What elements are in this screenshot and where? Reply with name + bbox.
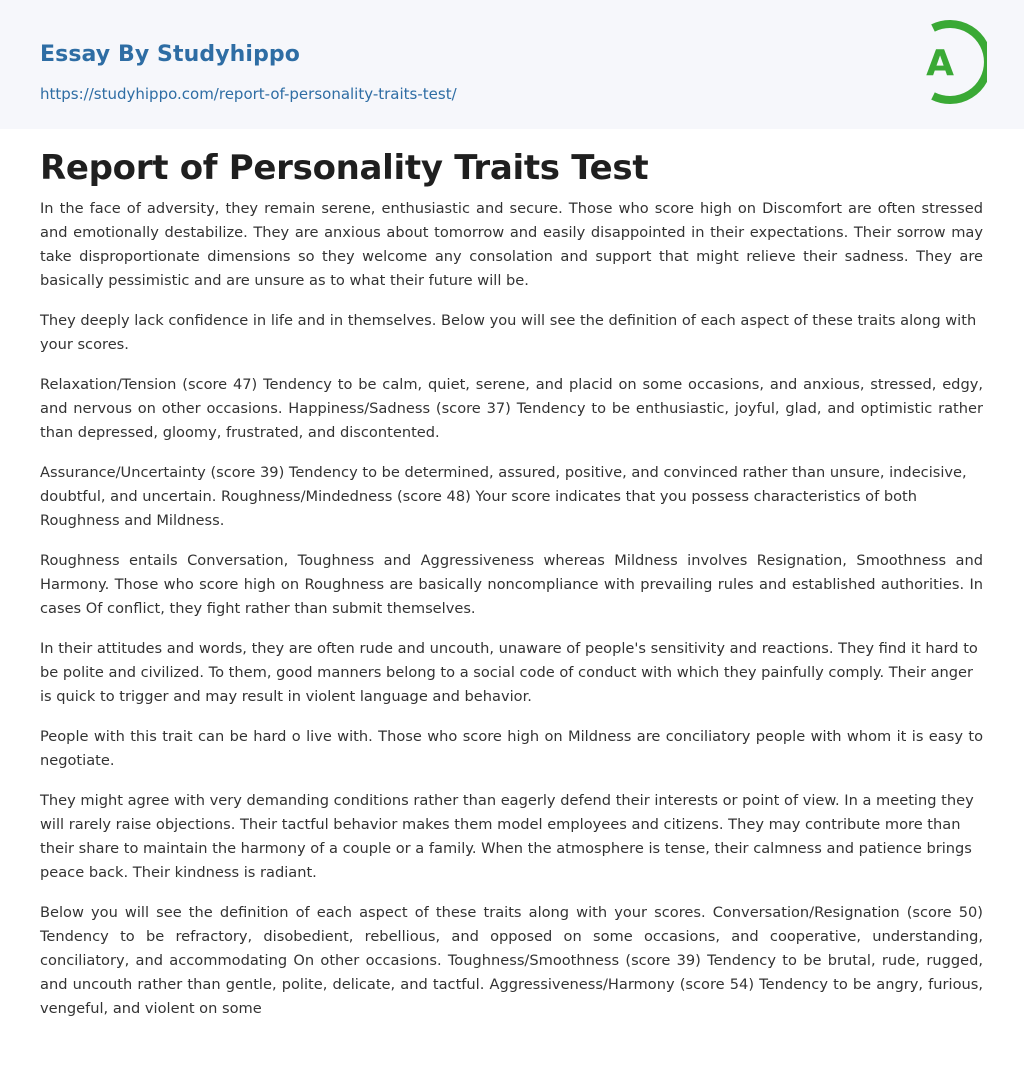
article-paragraph: They might agree with very demanding conditions rather than eagerly defend their interests or point of view. In a meeting they will rarely raise objections. Their tactful behavior makes them model employees and citizens. They may contribute more than their share to maintain the harmony of a couple or a family. When the atmosphere is tense, their calmness and patience brings peace back. Their kindness is radiant. (40, 792, 974, 881)
article-url-link[interactable]: https://studyhippo.com/report-of-personality-traits-test/ (40, 85, 457, 103)
studyhippo-logo-icon[interactable] (909, 18, 987, 106)
article-paragraph: People with this trait can be hard o live with. Those who score high on Mildness are conciliatory people with whom it is easy to negotiate. (40, 728, 983, 769)
article-paragraph: Roughness entails Conversation, Toughness and Aggressiveness whereas Mildness involves Resignation, Smoothness and Harmony. Those who score high on Roughness are basically noncompliance with prevailing rules and established authorities. In cases Of conflict, they fight rather than submit themselves. (40, 552, 983, 617)
site-header (0, 0, 1024, 129)
article-title: Report of Personality Traits Test (40, 148, 649, 188)
site-brand[interactable]: Essay By Studyhippo (40, 42, 300, 67)
article-paragraph: In the face of adversity, they remain serene, enthusiastic and secure. Those who score high on Discomfort are often stressed and emotionally destabilize. They are anxious about tomorrow and easily disappointed in their expectations. Their sorrow may take disproportionate dimensions so they welcome any consolation and support that might relieve their sadness. They are basically pessimistic and are unsure as to what their future will be. (40, 200, 983, 289)
article-paragraph: Below you will see the definition of each aspect of these traits along with your scores. Conversation/Resignation (score 50) Tendency to be refractory, disobedient, rebellious, and opposed on some occasions, and cooperative, understanding, conciliatory, and accommodating On other occasions. Toughness/Smoothness (score 39) Tendency to be brutal, rude, rugged, and uncouth rather than gentle, polite, delicate, and tactful. Aggressiveness/Harmony (score 54) Tendency to be angry, furious, vengeful, and violent on some (40, 904, 983, 1017)
logo-letter: A (926, 43, 954, 84)
article-paragraph: In their attitudes and words, they are often rude and uncouth, unaware of people's sensitivity and reactions. They find it hard to be polite and civilized. To them, good manners belong to a social code of conduct with which they painfully comply. Their anger is quick to trigger and may result in violent language and behavior. (40, 640, 978, 705)
article (40, 143, 983, 1037)
article-paragraph: Assurance/Uncertainty (score 39) Tendency to be determined, assured, positive, and convinced rather than unsure, indecisive, doubtful, and uncertain. Roughness/Mindedness (score 48) Your score indicates that you possess characteristics of both Roughness and Mildness. (40, 464, 967, 529)
article-paragraph: Relaxation/Tension (score 47) Tendency to be calm, quiet, serene, and placid on some occasions, and anxious, stressed, edgy, and nervous on other occasions. Happiness/Sadness (score 37) Tendency to be enthusiastic, joyful, glad, and optimistic rather than depressed, gloomy, frustrated, and discontented. (40, 376, 983, 441)
article-paragraph: They deeply lack confidence in life and in themselves. Below you will see the definition of each aspect of these traits along with your scores. (40, 312, 977, 353)
